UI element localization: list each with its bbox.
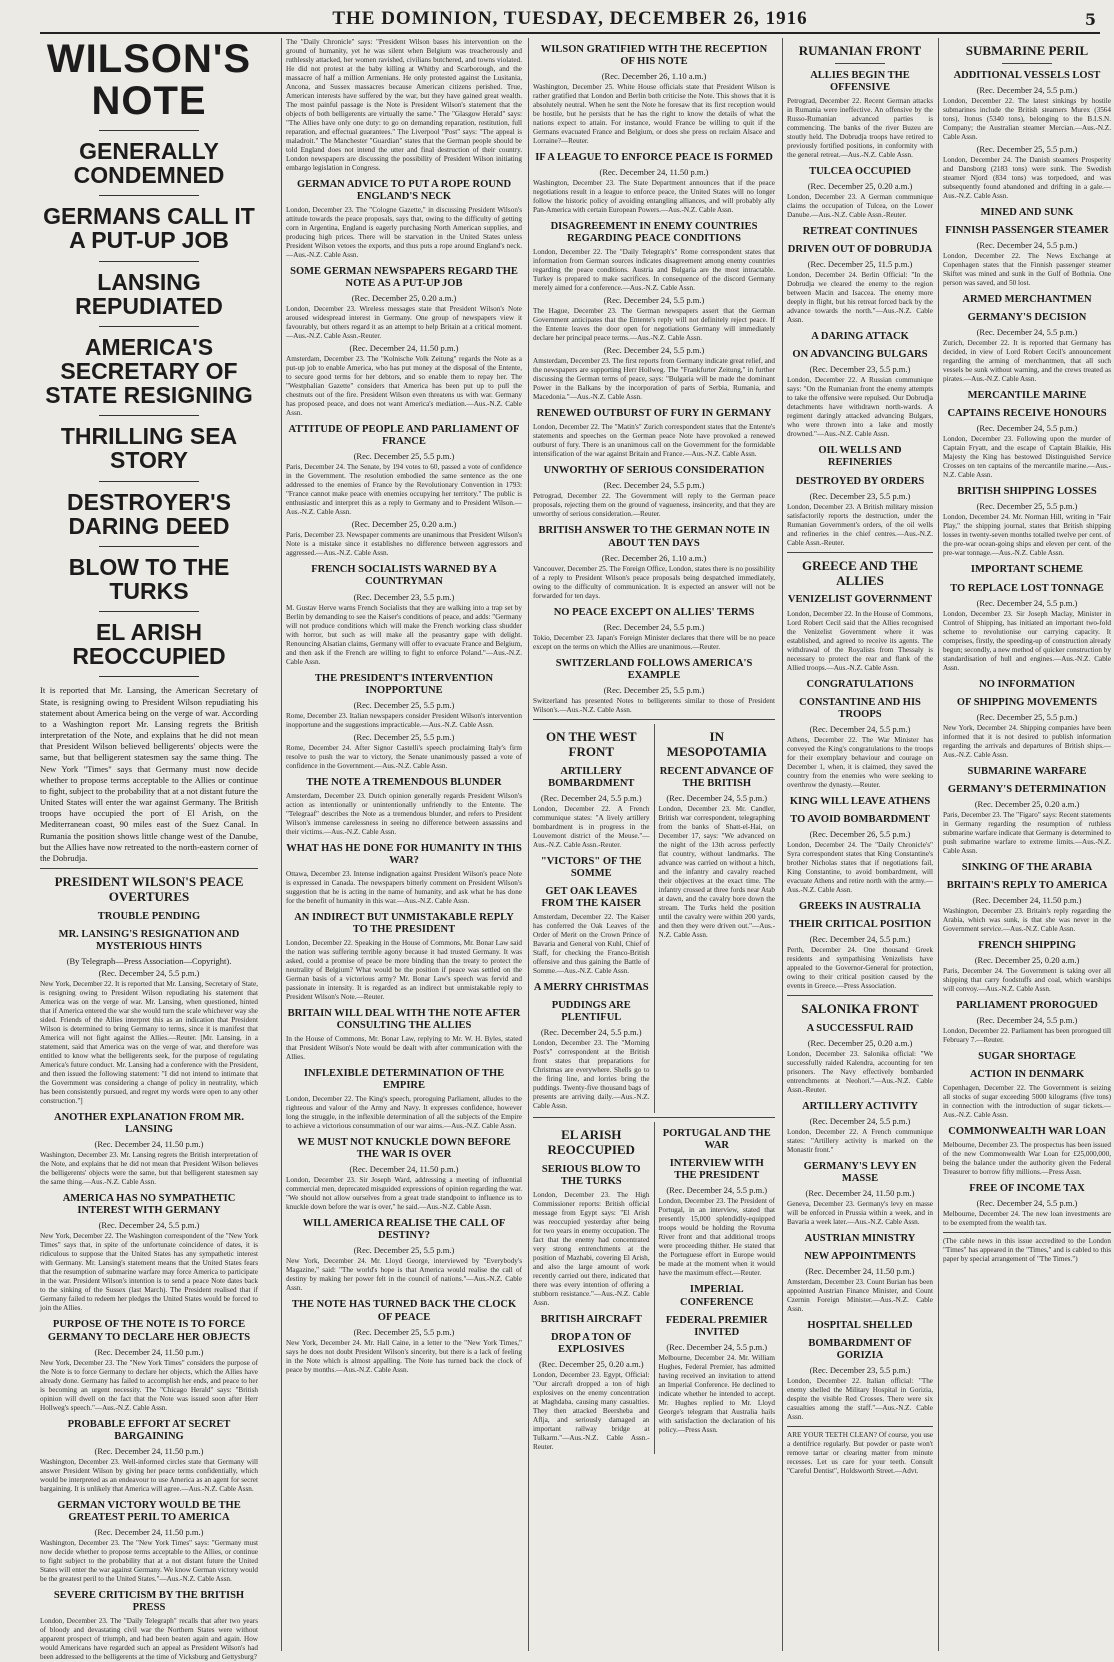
subheading: HOSPITAL SHELLED	[807, 1320, 913, 1332]
article-body: London, December 22. A French communique states: "A lively artillery bombardment is in progress in the Louvemont district of the Meuse."—Aus.-N.Z. Cable Assn.-Reuter.	[533, 804, 650, 849]
subheading: A SUCCESSFUL RAID	[806, 1022, 914, 1034]
article-body: Petrograd, December 22. Recent German attacks in Rumania were ineffective. An offensive by the Russo-Rumanian advanced parties is commencing. The banks of the river Buzeu are stoutly held. The Dobrudja troops have retired to previously fortified positions, in conformity with the general retreat.—Aus.-N.Z. Cable Assn.	[787, 97, 933, 160]
article-body: London, December 23. Sir Joseph Maclay, Minister in Control of Shipping, has initiated an important two-fold scheme to revolutionise our carrying capacity. It comprises, firstly, the speeding-up of construction already begun; secondly, a new method of quicker construction by standardisation of hull and engines.—Aus.-N.Z. Cable Assn.	[943, 609, 1111, 672]
received-line: (Rec. December 24, 5.5 p.m.)	[809, 723, 911, 734]
subheading: GERMAN ADVICE TO PUT A ROPE ROUND ENGLAND'S NECK	[296, 179, 512, 203]
section-heading: RUMANIAN FRONT	[798, 43, 922, 58]
subheading: SWITZERLAND FOLLOWS AMERICA'S EXAMPLE	[555, 657, 753, 681]
received-line: (Rec. December 24, 5.5 p.m.)	[603, 295, 705, 306]
el-arish-column	[533, 1122, 650, 1454]
received-line: (Rec. December 25, 5.5 p.m.)	[353, 699, 455, 710]
article-body: London, December 24. The Danish steamers Prosperity and Dansborg (2183 tons) were sunk. The Swedish steamer Njord (834 tons) was torpedoed, and was subsequently found abandoned and drifting in a gale.—Aus.-N.Z. Cable Assn.	[943, 156, 1111, 200]
subheading: BRITISH ANSWER TO THE GERMAN NOTE IN ABOUT TEN DAYS	[538, 525, 770, 549]
portugal-column	[654, 1122, 776, 1454]
article-body: Switzerland has presented Notes to belligerents similar to those of President Wilson's.—Aus.-N.Z. Cable Assn.	[533, 696, 775, 714]
masthead-title: THE DOMINION, TUESDAY, DECEMBER 26, 1916	[332, 8, 808, 29]
lead-paragraph: It is reported that Mr. Lansing, the American Secretary of State, is resigning owing to President Wilson repudiating his statement about America being on the verge of war. According to a Washington report Mr. Lansing regrets the British interpretation of the Note, and explains that he did not mean that President Wilson believed belligerents' objects were the same, but that belligerent statesmen say the same thing. The New York "Times" says that Germany must now decide whether to propose terms acceptable to the Allies or continue to fight, subject to the probability that at a not distant future the United States will enter the war against Germany. The British troops have occupied the port of El Arish, on the Mediterranean coast, 90 miles east of the Suez Canal. In Rumania the position shows little change west of the Danube, but the Allies have now retreated to the north-eastern corner of the Dobrudja.	[40, 685, 258, 863]
subheading: ATTITUDE OF PEOPLE AND PARLIAMENT OF FRANCE	[288, 424, 520, 448]
received-line: (Rec. December 26, 1.10 a.m.)	[601, 552, 707, 563]
article-body: Washington, December 23. Mr. Lansing regrets the British interpretation of the Note, and explains that he did not mean that President Wilson believes the belligerents' objects were the same, but that belligerent statesmen say the same thing.—Aus.-N.Z. Cable Assn.	[40, 1151, 258, 1187]
received-line: (Rec. December 24, 5.5 p.m.)	[666, 792, 768, 803]
article-body: Paris, December 24. The Government is taking over all shipping that carry foodstuffs and coal, which warships will convoy.—Aus.-N.Z. Cable Assn.	[943, 967, 1111, 993]
headline: AMERICA'S SECRETARY OF STATE RESIGNING	[45, 333, 253, 409]
subheading: PARLIAMENT PROROGUED	[956, 1000, 1098, 1011]
divider	[99, 415, 199, 416]
article-body: Zurich, December 22. It is reported that Germany has decided, in view of Lord Robert Cecil's announcement regarding the arming of merchantmen, that all such vessels be sunk without warning, and the crews treated as pirates.—Aus.-N.Z. Cable Assn.	[943, 339, 1111, 384]
rule	[835, 63, 885, 64]
subheading: THE PRESIDENT'S INTERVENTION INOPPORTUNE	[314, 672, 494, 696]
subheading: ADDITIONAL VESSELS LOST	[953, 69, 1101, 81]
received-line: (Rec. December 25, 0.20 a.m.)	[351, 293, 457, 304]
article-body: London, December 22. The "Daily Telegraph's" Rome correspondent states that information from German sources indicates disagreement among enemy countries regarding the peace conditions. Austria and Bulgaria are the most intractable. Turkey is prepared to make sacrifices. In consequence of the discord Germany merely aimed for a conference.—Aus.-N.Z. Cable Assn.	[533, 248, 775, 293]
subheading: SOME GERMAN NEWSPAPERS REGARD THE NOTE AS A PUT-UP JOB	[290, 266, 518, 290]
article-body: Athens, December 22. The War Minister has conveyed the King's congratulations to the troops for their exemplary behaviour and courage on December 1, when, it is claimed, they saved the country from the enemies who were seeking to overthrow the dynasty.—Reuter.	[787, 735, 933, 789]
article-body: New York, December 24. Shipping companies have been informed that it is not desired to publish information regarding the arrivals and departures of British ships.—Aus.-N.Z. Cable Assn.	[943, 723, 1111, 759]
received-line: (Rec. December 25, 0.20 a.m.)	[351, 519, 457, 530]
received-line: (Rec. December 26, 5.5 p.m.)	[809, 828, 911, 839]
subheading: SERIOUS BLOW TO THE TURKS	[541, 1164, 641, 1188]
headline: DESTROYER'S DARING DEED	[67, 488, 231, 539]
received-line: (Rec. December 24, 5.5 p.m.)	[603, 621, 705, 632]
subheading: BRITAIN'S REPLY TO AMERICA	[946, 879, 1108, 891]
rule	[40, 868, 258, 869]
subheading: GERMANY'S LEVY EN MASSE	[803, 1161, 917, 1185]
received-line: (Rec. December 23, 5.5 p.m.)	[809, 490, 911, 501]
article-body: London, December 22. Speaking in the House of Commons, Mr. Bonar Law said the nation was suffering terrible agony because it had trusted Germany. It was asked, could a promise of peace be more binding than the treaty to protect the neutrality of Belgium? What would be the position if peace was settled on the German basis of a victorious army? Mr. Bonar Law's speech was fervid and passionate in intensity. It is regarded as an indirect but unmistakable reply to President Wilson's Note.—Reuter.	[286, 938, 522, 1001]
article-body: London, December 23. The High Commissioner reports: British official message from Egypt says: "El Arish was reoccupied yesterday after being for two years in enemy occupation. The fact that the enemy had concentrated very strong entrenchments at the position of Mazhabi, covering El Arish, and also the large amount of work recently carried out there, indicated that there was every intention of offering a stubborn resistance."—Aus.-N.Z. Cable Assn.	[533, 1191, 650, 1308]
subheading: DROP A TON OF EXPLOSIVES	[551, 1332, 632, 1356]
article-body: The Hague, December 23. The German newspapers assert that the German Government anticipates that the Entente's reply will not definitely reject peace. If the Entente leaves the door open for negotiations Germany will immediately declare her principal peace terms.—Aus.-N.Z. Cable Assn.	[533, 307, 775, 343]
subheading: DISAGREEMENT IN ENEMY COUNTRIES REGARDING PEACE CONDITIONS	[550, 221, 758, 245]
subheading: GREEKS IN AUSTRALIA	[799, 900, 921, 912]
article-body: London, December 23. Salonika official: "We successfully raided Kalendra, accounting for ten prisoners. The Navy effectively bombarded entrenchments at Neohori."—Aus.-N.Z. Cable Assn.-Reuter.	[787, 1049, 933, 1094]
article-body: London, December 22. In the House of Commons, Lord Robert Cecil said that the Allies recognised the Venizelist Government where it was established, and agreed to receive its agents. The withdrawal of the Royalists from Thessaly is necessary to protect the rear and flank of the Allied troops.—Aus.-N.Z. Cable Assn.	[787, 609, 933, 672]
section-heading: IN MESOPOTAMIA	[666, 728, 767, 759]
column-4	[782, 38, 933, 1651]
article-body: London, December 23. Sir Joseph Ward, addressing a meeting of influential commercial men, deprecated misguided expressions of opinion regarding the war. "We should not allow ourselves from a great trade standpoint to influence us to knuckle down before the war is over," he said.—Aus.-N.Z. Cable Assn.	[286, 1176, 522, 1212]
subheading: ACTION IN DENMARK	[969, 1069, 1085, 1081]
article-body: Tokio, December 23. Japan's Foreign Minister declares that there will be no peace except on the terms on which the Allies are unanimous.—Reuter.	[533, 633, 775, 651]
article-body: London, December 23. Mr. Candler, British war correspondent, telegraphing from the banks of Shatt-el-Hai, on December 17, says: "We advanced on the night of the 13th across perfectly flat country, without landmarks. The advance was carried on without a hitch, and the infantry and cavalry reached their objectives at the exact time. The infantry crossed at three fords near Atab at dawn, and the cavalry bore down the stream. The Turks held the position until the cavalry were within 200 yards, and then they were driven out."—Aus.-N.Z. Cable Assn.	[658, 804, 775, 939]
received-line: (Rec. December 25, 0.20 a.m.)	[974, 798, 1080, 809]
subheading: OIL WELLS AND REFINERIES	[818, 445, 902, 469]
subheading: GERMAN VICTORY WOULD BE THE GREATEST PERIL TO AMERICA	[57, 1499, 241, 1523]
subheading: A MERRY CHRISTMAS	[533, 982, 649, 993]
article-body: Washington, December 23. Britain's reply regarding the Arabia, which was sunk, is that she was never in the Government service.—Aus.-N.Z. Cable Assn.	[943, 906, 1111, 933]
subheading: TO AVOID BOMBARDMENT	[790, 813, 930, 825]
subheading: IMPERIAL CONFERENCE	[679, 1284, 754, 1308]
article-body: Copenhagen, December 22. The Government is seizing all stocks of sugar exceeding 5000 kilograms (five tons) in connection with the introduction of sugar tickets.—Aus.-N.Z. Cable Assn.	[943, 1084, 1111, 1120]
subheading: WE MUST NOT KNUCKLE DOWN BEFORE THE WAR IS OVER	[297, 1137, 511, 1161]
section-heading: SUBMARINE PERIL	[965, 43, 1089, 58]
subheading: GERMANY'S DECISION	[967, 312, 1087, 324]
subheading: THE NOTE A TREMENDOUS BLUNDER	[306, 776, 502, 788]
west-front-column	[533, 724, 650, 1113]
article-body: London, December 22. The News Exchange at Copenhagen states that the Finnish passenger steamer Skiftet was mined and sunk in the Gulf of Bothnia. One person was saved, and 50 lost.	[943, 252, 1111, 288]
copyright-line: (By Telegraph—Press Association—Copyright).	[66, 956, 232, 967]
subheading: AUSTRIAN MINISTRY	[804, 1233, 916, 1245]
received-line: (Rec. December 25, 0.20 a.m.)	[807, 1037, 913, 1048]
article-body: London, December 22. The "Matin's" Zurich correspondent states that the Entente's statements and speeches on the German peace Note have provoked a renewed outburst of fury. There is an unanimous call on the Government for the formidable intensification of the war against Britain and France.—Aus.-N.Z. Cable Assn.	[533, 423, 775, 459]
received-line: (Rec. December 24, 11.50 p.m.)	[599, 167, 709, 178]
headline: GERMANS CALL IT A PUT-UP JOB	[43, 203, 255, 254]
subheading: BOMBARDMENT OF GORIZIA	[808, 1338, 912, 1362]
rule	[533, 1117, 775, 1118]
subheading: TROUBLE PENDING	[97, 911, 201, 923]
received-line: (Rec. December 24, 11.50 p.m.)	[349, 343, 459, 354]
subheading: NO INFORMATION	[979, 678, 1075, 690]
subheading: AMERICA HAS NO SYMPATHETIC INTEREST WITH GERMANY	[62, 1193, 236, 1217]
article-body: London, December 24. The "Daily Chronicle's" Syra correspondent states that King Constantine's brother Nicholas states that if negotiations fail, King Constantine, to avoid bombardment, will evacuate Athens and retire north with the army.—Aus.-N.Z. Cable Assn.	[787, 840, 933, 894]
received-line: (Rec. December 24, 5.5 p.m.)	[666, 1185, 768, 1196]
article-body: New York, December 23. The "New York Times" considers the purpose of the Note is to force Germany to declare her objects, which the Allies have already done. Germany has failed to accomplish her ends, and peace to her is becoming an urgent necessity. The "Chicago Herald" says: "British opinion will dwell on the fact that the Note was issued soon after Herr Hollweg's speech."—Aus.-N.Z. Cable Assn.	[40, 1358, 258, 1412]
headline: GENERALLY CONDEMNED	[73, 138, 225, 189]
article-body: New York, December 22. It is reported that Mr. Lansing, Secretary of State, is resigning owing to President Wilson repudiating his statement that America was on the verge of war. Mr. Lansing, when questioned, hinted that if America entered the war she would turn the scale whichever way she sided. Friends of the Allies interpret this as an indication that President Wilson is determined to bring Germany to terms, since it is manifest that America will not fight against the Allies.—Reuter. [Mr. Lansing, in a statement, said that America was on the verge of war, and therefore was entitled to know what the belligerents seek, for the purpose of regulating America's future conduct. Mr. Lansing had a conference with the President, and then issued the following statement: "I did not intend to intimate that the Government was considering a change of policy in neutrality, which has been consistently pursued, and regret my words were open to any other construction."]	[40, 980, 258, 1106]
article-body: London, December 23. The President of Portugal, in an interview, stated that presently 15,000 splendidly-equipped troops would be holding the Rovuma River front and that additional troops were proceeding thither. He stated that the Portuguese effort in Europe would be made at the moment when it would have the maximum effect.—Reuter.	[658, 1197, 775, 1278]
received-line: (Rec. December 23, 5.5 p.m.)	[809, 364, 911, 375]
divider	[99, 676, 199, 677]
article-body: London, December 23. The "Daily Telegraph" recalls that after two years of bloody and devastating civil war the Northern States were without apparent prospect of triumph, and had been beaten again and again. How would Americans have regarded such an appeal as President Wilson's had been addressed to the belligerents at the time of Vicksburg and Gettysburg?	[40, 1616, 258, 1661]
subheading: MINED AND SUNK	[980, 207, 1074, 218]
rule	[1002, 63, 1052, 64]
subheading: FREE OF INCOME TAX	[969, 1183, 1085, 1195]
article-body: Washington, December 25. White House officials state that President Wilson is rather gratified that London and Berlin both criticise the Note. This shows that it is absolutely neutral. When he sent the Note he foresaw that its first reception would be hostile, but he persists that he has the right to know the details of what the nations expect to attain. For instance, would France be willing to quit if the Germans evacuated France and Belgium, or does she press on reclaim Alsace and Lorraine?—Reuter.	[533, 83, 775, 146]
headline-wilsons-note: WILSON'S NOTE	[46, 37, 252, 123]
article-body: Vancouver, December 25. The Foreign Office, London, states there is no possibility of a reply to President Wilson's peace proposals being despatched immediately, owing to the difficulty of communication. It is expected an answer will not be forwarded for ten days.	[533, 564, 775, 600]
received-line: (Rec. December 24, 5.5 p.m.)	[666, 1341, 768, 1352]
headline: THRILLING SEA STORY	[60, 423, 238, 474]
received-line: (Rec. December 25, 5.5 p.m.)	[353, 1245, 455, 1256]
article-body: Washington, December 23. The "New York Times" says: "Germany must now decide whether to propose terms acceptable to the Allies, or continue to fight subject to the probability that at a not distant future the United States will enter the war against Germany. We know German victory would be the greatest peril to the United States."—Aus.-N.Z. Cable Assn.	[40, 1538, 258, 1583]
subheading: MERCANTILE MARINE	[967, 390, 1087, 402]
subheading: RECENT ADVANCE OF THE BRITISH	[659, 765, 774, 789]
subheading: BRITAIN WILL DEAL WITH THE NOTE AFTER CONSULTING THE ALLIES	[287, 1007, 521, 1031]
subheading: INTERVIEW WITH THE PRESIDENT	[669, 1158, 764, 1182]
subheading: WILL AMERICA REALISE THE CALL OF DESTINY?	[302, 1218, 506, 1242]
received-line: (Rec. December 24, 11.50 p.m.)	[349, 1164, 459, 1175]
article-body: The "Daily Chronicle" says: "President Wilson bases his intervention on the ground of humanity, yet he was silent when Belgium was treacherously and ruthlessly attacked, her women ravished, civilians butchered, and towns violated. He did not protest at the baby killing at Whitby and Scarborough, and the massacre of half a million Armenians. He only protested against the Lusitania, Ancona, and Sussex massacres because American citizens perished. True, American interests have suffered by the war, but they have gained great wealth. The most painful passage is the Note is President Wilson's statement that the objects of both belligerents are virtually the same." The "Glasgow Herald" says: "The Allies have only one duty: to go on demanding reparation, restitution, full reparation, and effectual guarantees." The Liverpool "Post" says: "The appeal is maladroit." The Manchester "Guardian" states that the German people should be told England does not intend the utter and final destruction of their country. London newspapers are discussing the possibility of President Wilson initiating embargo legislation in Congress.	[286, 38, 522, 172]
received-line: (Rec. December 24, 5.5 p.m.)	[976, 85, 1078, 95]
article-body: Petrograd, December 22. The Government will reply to the German peace proposals, rejecting them on the ground of vagueness, insincerity, and that they are unworthy of serious consideration.—Reuter.	[533, 492, 775, 519]
subheading: THEIR CRITICAL POSITION	[788, 918, 932, 930]
divider	[99, 611, 199, 612]
received-line: (Rec. December 25, 5.5 p.m.)	[353, 731, 455, 742]
article-body: London, December 24. Mr. Norman Hill, writing in "Fair Play," the shipping journal, states that British shipping losses in twenty-seven months totalled twelve per cent. of the pre-war ocean-going ships and eleven per cent. of the pre-war tonnage.—Aus.-N.Z. Cable Assn.	[943, 513, 1111, 558]
subheading: TO REPLACE LOST TONNAGE	[950, 582, 1104, 594]
divider	[99, 546, 199, 547]
rule	[787, 1426, 933, 1427]
subheading: WHAT HAS HE DONE FOR HUMANITY IN THIS WAR?	[286, 842, 522, 866]
article-body: Amsterdam, December 23. The "Kolnische Volk Zeitung" regards the Note as a put-up job to enable America, who has put money at the disposal of the Entente, to secure good terms for her debtors, and so enable them to repay her. The "Westphalian Gazette" considers that America has been put up to pull the chestnuts out of the fire. President Wilson even threatens us with war. Germany has proposed peace, and does not want America's mediation.—Aus.-N.Z. Cable Assn.	[286, 355, 522, 418]
article-body: Paris, December 23. Newspaper comments are unanimous that President Wilson's Note is a mistake since it establishes no difference between aggressors and aggressed.—Aus.-N.Z. Cable Assn.	[286, 531, 522, 558]
article-body: New York, December 24. Mr. Lloyd George, interviewed by "Everybody's Magazine," said: "The world's hope is that America would realise the call of destiny by making her power felt in the council of nations."—Aus.-N.Z. Cable Assn.	[286, 1257, 522, 1293]
received-line: (Rec. December 24, 5.5 p.m.)	[809, 933, 911, 944]
subheading: DESTROYED BY ORDERS	[795, 475, 925, 487]
section-heading: EL ARISH REOCCUPIED	[547, 1127, 635, 1158]
article-body: London, December 22. Italian official: "The enemy shelled the Military Hospital in Gorizia, despite the visible Red Crosses. There were six casualties among the staff."—Aus.-N.Z. Cable Assn.	[787, 1377, 933, 1422]
received-line: (Rec. December 25, 5.5 p.m.)	[353, 451, 455, 462]
article-body: London, December 22. Parliament has been prorogued till February 7.—Reuter.	[943, 1027, 1111, 1045]
subheading: NO PEACE EXCEPT ON ALLIES' TERMS	[553, 606, 755, 618]
subheading: GET OAK LEAVES FROM THE KAISER	[541, 885, 642, 909]
divider	[99, 130, 199, 131]
rule	[533, 719, 775, 720]
article-body: Paris, December 24. The Senate, by 194 votes to 60, passed a vote of confidence in the Government. The resolution embodied the same sentence as the one addressed to the enemies of France by the Revolutionary Convention in 1793: "France cannot make peace with enemies occupying her territory." The public is enthusiastic and interpret this as a reply to Germany and to President Wilson.—Aus.-N.Z. Cable Assn.	[286, 463, 522, 517]
article-body: London, December 23. A British military mission satisfactorily reports the destruction, under the Rumanian Government's orders, of the oil wells and refineries in the chief centres.—Aus.-N.Z. Cable Assn.-Reuter.	[787, 502, 933, 547]
article-body: London, December 24. Berlin Official: "In the Dobrudja we cleared the enemy to the region between Macin and Isaccea. The enemy more deeply in flight, but his retreat forced back by the advance towards the north."—Aus.-N.Z. Cable Assn.	[787, 271, 933, 325]
received-line: (Rec. December 25, 5.5 p.m.)	[603, 684, 705, 695]
received-line: (Rec. December 25, 5.5 p.m.)	[976, 144, 1078, 154]
column-2	[281, 38, 522, 1651]
article-body: Amsterdam, December 23. The first reports from Germany indicate great relief, and the newspapers are supporting Herr Hollweg. The "Frankfurter Zeitung," in further discussing the German terms of peace, says: "Bulgaria will be made the dominant Power in the Balkans by the incorporation of parts of Serbia, Rumania, and Macedonia."—Aus.-N.Z. Cable Assn.	[533, 357, 775, 402]
sub-columns	[533, 1122, 775, 1454]
subheading: OF SHIPPING MOVEMENTS	[956, 696, 1098, 708]
subheading: CONGRATULATIONS	[806, 678, 914, 690]
article-body: London, December 23. Following upon the murder of Captain Fryatt, and the escape of Captain Blaikie, His Majesty the King has bestowed Distinguished Service Crosses on ten captains of the mercantile marine.—Aus.-N.Z. Cable Assn.	[943, 435, 1111, 480]
section-heading: SALONIKA FRONT	[801, 1000, 919, 1016]
subheading: WILSON GRATIFIED WITH THE RECEPTION OF HIS NOTE	[540, 44, 768, 68]
headline: LANSING REPUDIATED	[75, 268, 223, 319]
received-line: (Rec. December 24, 5.5 p.m.)	[98, 968, 200, 979]
subheading: THE NOTE HAS TURNED BACK THE CLOCK OF PEACE	[291, 1299, 517, 1323]
article-body: Amsterdam, December 23. Dutch opinion generally regards President Wilson's action as intentionally or unintentionally unfriendly to the Entente. The "Telegraaf" describes the Note as a tremendous blunder, and refers to President Wilson's immense carelessness in seeing no difference between assassins and their victims.—Aus.-N.Z. Cable Assn.	[286, 791, 522, 836]
article-body: Perth, December 24. One thousand Greek residents and sympathising Venizelists have appealed to the Governor-General for protection, owing to their critical position caused by the events in Greece.—Press Association.	[787, 945, 933, 990]
subheading: ARMED MERCHANTMEN	[962, 294, 1092, 306]
advertisement: ARE YOUR TEETH CLEAN? Of course, you use a dentifrice regularly. But powder or paste won't remove tartar or clearing matter from minute recesses. Let us care for your teeth. Consult "Careful Dentist", Holdsworth Street.—Advt.	[787, 1431, 933, 1476]
subheading: CONSTANTINE AND HIS TROOPS	[799, 696, 921, 720]
received-line: (Rec. December 24, 5.5 p.m.)	[540, 1027, 642, 1038]
subheading: SUGAR SHORTAGE	[978, 1051, 1076, 1063]
article-body: London, December 22. The latest sinkings by hostile submarines include the British steamers Murex (3564 tons), Itonus (5340 tons), belonging to the B.I.S.N. Company; the Australian steamer Mercian.—Aus.-N.Z. Cable Assn.	[943, 97, 1111, 141]
subheading: ARTILLERY ACTIVITY	[802, 1100, 918, 1112]
subheading: FRENCH SHIPPING	[978, 939, 1076, 951]
article-body: Paris, December 23. The "Figaro" says: Recent statements in Germany regarding the resumption of ruthless submarine warfare indicate that Germany is determined to push submarine warfare to extreme limits.—Aus.-N.Z. Cable Assn.	[943, 810, 1111, 855]
received-line: (Rec. December 25, 11.5 p.m.)	[807, 259, 913, 270]
rule	[787, 995, 933, 996]
masthead	[40, 8, 1100, 34]
headline: EL ARISH REOCCUPIED	[72, 619, 226, 670]
divider	[99, 326, 199, 327]
subheading: KING WILL LEAVE ATHENS	[789, 795, 931, 807]
received-line: (Rec. December 25, 0.20 a.m.)	[974, 955, 1080, 965]
received-line: (Rec. December 24, 5.5 p.m.)	[976, 1015, 1078, 1026]
rule	[787, 552, 933, 553]
received-line: (Rec. December 25, 5.5 p.m.)	[976, 501, 1078, 512]
subheading: ALLIES BEGIN THE OFFENSIVE	[810, 69, 910, 93]
article-body: Rome, December 23. Italian newspapers consider President Wilson's intervention inopportune and the suggestions impracticable.—Aus.-N.Z. Cable Assn.	[286, 711, 522, 729]
subheading: A DARING ATTACK	[811, 331, 909, 343]
received-line: (Rec. December 24, 11.50 p.m.)	[94, 1526, 204, 1537]
received-line: (Rec. December 24, 11.50 p.m.)	[805, 1266, 915, 1277]
subheading: FEDERAL PREMIER INVITED	[665, 1314, 768, 1338]
subheading: DRIVEN OUT OF DOBRUDJA	[787, 244, 933, 256]
subheading: VENIZELIST GOVERNMENT	[787, 594, 933, 606]
subheading: BRITISH AIRCRAFT	[540, 1314, 642, 1326]
subheading: COMMONWEALTH WAR LOAN	[948, 1126, 1106, 1138]
subheading: ANOTHER EXPLANATION FROM MR. LANSING	[54, 1112, 244, 1136]
article-body: Washington, December 23. Well-informed circles state that Germany will answer President Wilson by giving her peace terms confidentially, which would be interpreted as an endeavour to use America as an agent for secret bargaining. It is unlikely that America will agree.—Aus.-N.Z. Cable Assn.	[40, 1457, 258, 1493]
subheading: FRENCH SOCIALISTS WARNED BY A COUNTRYMAN	[311, 564, 497, 588]
section-heading: GREECE AND THE ALLIES	[801, 557, 919, 588]
subheading: UNWORTHY OF SERIOUS CONSIDERATION	[543, 465, 765, 477]
article-body: In the House of Commons, Mr. Bonar Law, replying to Mr. W. H. Byles, stated that President Wilson's Note would be dealt with after communication with the Allies.	[286, 1035, 522, 1062]
column-5	[938, 38, 1111, 1651]
received-line: (Rec. December 24, 5.5 p.m.)	[540, 792, 642, 803]
column-3	[528, 38, 775, 1651]
article-body: Rome, December 24. After Signor Castelli's speech proclaiming Italy's firm resolve to push the war to victory, the Senate unanimously passed a vote of confidence in the Government.—Aus.-N.Z. Cable Assn.	[286, 743, 522, 770]
subheading: FINNISH PASSENGER STEAMER	[945, 225, 1109, 237]
column-1	[40, 37, 258, 1661]
rule	[943, 1232, 1111, 1233]
subheading: TULCEA OCCUPIED	[809, 166, 911, 178]
received-line: (Rec. December 23, 5.5 p.m.)	[809, 1365, 911, 1376]
subheading: NEW APPOINTMENTS	[804, 1251, 916, 1263]
article-body: London, December 23. Wireless messages state that President Wilson's Note aroused widespread interest in Germany. One group of newspapers view it favourably, but others regard it as an attempt to help Britain at a critical moment.—Aus.-N.Z. Cable Assn.-Reuter.	[286, 305, 522, 341]
subheading: PROBABLE EFFORT AT SECRET BARGAINING	[67, 1418, 231, 1442]
received-line: (Rec. December 24, 5.5 p.m.)	[98, 1220, 200, 1231]
article-body: Melbourne, December 23. The prospectus has been issued of the new Commonwealth War Loan for £25,000,000, being the balance under the authority given the Federal Treasurer to borrow fifty millions.—Press Assn.	[943, 1141, 1111, 1177]
received-line: (Rec. December 24, 5.5 p.m.)	[809, 1116, 911, 1126]
received-line: (Rec. December 23, 5.5 p.m.)	[353, 591, 455, 602]
divider	[99, 261, 199, 262]
subheading: MR. LANSING'S RESIGNATION AND MYSTERIOUS HINTS	[58, 929, 240, 953]
article-body: London, December 23. The "Cologne Gazette," in discussing President Wilson's attitude towards the peace proposals, says that, owing to the difficulty of getting corn in Argentina, England is eagerly purchasing North American supplies, and producing high prices. There will be starvation in the United States unless President Wilson vetoes the exports, and thus puts a rope around England's neck.—Aus.-N.Z. Cable Assn.	[286, 206, 522, 260]
article-body: Geneva, December 23. Germany's levy en masse will be enforced in Prussia within a week, and in Bavaria a week later.—Aus.-N.Z. Cable Assn.	[787, 1200, 933, 1227]
subheading: PURPOSE OF THE NOTE IS TO FORCE GERMANY TO DECLARE HER OBJECTS	[47, 1319, 251, 1343]
article-body: Melbourne, December 24. Mr. William Hughes, Federal Premier, has admitted having received an invitation to attend an Imperial Conference. He declined to indicate whether he intended to accept. Mr. Hughes replied to Mr. Lloyd George's telegram that Australia hails with satisfaction the declaration of his policy.—Press Assn.	[658, 1353, 775, 1434]
article-body: M. Gustav Herve warns French Socialists that they are walking into a trap set by Berlin by demanding to see the Kaiser's conditions of peace, and adds: "Germany will not produce conditions which will make the French working class shudder with horror, but such as will make all the peasantry gape with delight. Renouncing Alsatian claims, Germany will offer to evacuate France and Belgium, and then ask if the French are willing to fight to enforce Poland."—Aus.-N.Z. Cable Assn.	[286, 603, 522, 666]
subheading: CAPTAINS RECEIVE HONOURS	[947, 408, 1107, 420]
received-line: (Rec. December 25, 5.5 p.m.)	[976, 711, 1078, 722]
article-body: London, December 23. The "Morning Post's" correspondent at the British front states that preparations for Christmas are everywhere. Shells go to the firing line, and lorries bring the puddings. Twenty-five thousand bags of presents are arriving daily.—Aus.-N.Z. Cable Assn.	[533, 1039, 650, 1111]
received-line: (Rec. December 25, 0.20 a.m.)	[538, 1359, 644, 1370]
article-body: Ottawa, December 23. Intense indignation against President Wilson's peace Note is expressed in Canada. The newspapers bitterly comment on President Wilson's suggestion that he is acting in the name of humanity, and ask what he has done for the benefit of humanity in this war.—Aus.-N.Z. Cable Assn.	[286, 869, 522, 905]
subheading: RENEWED OUTBURST OF FURY IN GERMANY	[536, 408, 772, 420]
received-line: (Rec. December 24, 5.5 p.m.)	[976, 240, 1078, 251]
article-body: New York, December 24. Mr. Hall Caine, in a letter to the "New York Times," says he does not doubt President Wilson's sincerity, but there is a lack of feeling in the Note which is almost appalling. The Note has turned back the clock of peace by months.—Aus.-N.Z. Cable Assn.	[286, 1338, 522, 1374]
received-line: (Rec. December 24, 11.50 p.m.)	[805, 1188, 915, 1199]
sub-columns	[533, 724, 775, 1113]
received-line: (Rec. December 24, 5.5 p.m.)	[976, 1198, 1078, 1209]
subheading: PUDDINGS ARE PLENTIFUL	[551, 1000, 631, 1024]
received-line: (Rec. December 24, 11.50 p.m.)	[972, 894, 1082, 905]
received-line: (Rec. December 25, 5.5 p.m.)	[353, 1326, 455, 1337]
article-body: London, December 23. Egypt, Official: "Our aircraft dropped a ton of high explosives on the enemy concentration at Maghdaba, causing many casualties. They then attacked Beersheba and Aflja, and seriously damaged an important railway bridge at Tulkarm."—Aus.-N.Z. Cable Assn.-Reuter.	[533, 1371, 650, 1452]
subheading: ON ADVANCING BULGARS	[792, 349, 928, 361]
received-line: (Rec. December 25, 0.20 a.m.)	[807, 181, 913, 192]
subheading: BRITISH SHIPPING LOSSES	[957, 486, 1097, 498]
received-line: (Rec. December 26, 1.10 a.m.)	[601, 71, 707, 82]
subheading: SUBMARINE WARFARE	[967, 765, 1087, 777]
article-body: Amsterdam, December 22. The Kaiser has conferred the Oak Leaves of the Order of Merit on the Crown Prince of Bavaria and General von Kuhl, Chief of Staff, for checking the Franco-British offensive and thus gaining the Battle of Somme.—Aus.-N.Z. Cable Assn.	[533, 913, 650, 975]
article-body: Washington, December 23. The State Department announces that if the peace negotiations result in a league to enforce peace, the United States will no longer follow the historic policy of avoiding entangling alliances, and will probably ally Pan-America with certain European Powers.—Aus.-N.Z. Cable Assn.	[533, 179, 775, 215]
received-line: (Rec. December 24, 11.50 p.m.)	[94, 1346, 204, 1357]
subheading: INFLEXIBLE DETERMINATION OF THE EMPIRE	[303, 1068, 505, 1092]
subheading: IMPORTANT SCHEME	[970, 564, 1084, 576]
received-line: (Rec. December 24, 5.5 p.m.)	[976, 327, 1078, 338]
subheading: RETREAT CONTINUES	[802, 226, 918, 238]
subheading: IF A LEAGUE TO ENFORCE PEACE IS FORMED	[535, 152, 773, 164]
subheading: SEVERE CRITICISM BY THE BRITISH PRESS	[53, 1589, 245, 1613]
article-body: London, December 22. A French communique states: "Artillery activity is marked on the Monastir front."	[787, 1128, 933, 1154]
article-body: London, December 22. A Russian communique says: "On the Rumanian front the enemy attempts to take the offensive were repulsed. Our Dobrudja detachments have withdrawn north-wards. A regiment daringly attacked advancing Bulgars, who were thrown into a lake and mostly drowned."—Aus.-N.Z. Cable Assn.	[787, 376, 933, 439]
section-heading: PRESIDENT WILSON'S PEACE OVERTURES	[54, 874, 244, 905]
article-body: Amsterdam, December 23. Count Burian has been appointed Austrian Finance Minister, and Count Czernin Foreign Minister.—Aus.-N.Z. Cable Assn.	[787, 1278, 933, 1314]
article-body: London, December 22. The King's speech, proroguing Parliament, alludes to the righteous and valour of the Army and Navy. It expresses confidence, however long the struggle, in the inflexible determination of all the subjects of the Empire to achieve a victorious consummation of our war aims.—Aus.-N.Z. Cable Assn.	[286, 1095, 522, 1131]
article-body: London, December 23. A German communique claims the occupation of Tulcea, on the Lower Danube.—Aus.-N.Z. Cable Assn.-Reuter.	[787, 193, 933, 220]
article-body: New York, December 22. The Washington correspondent of the "New York Times" says that, in spite of the unfortunate coincidence of dates, it is ridiculous to suppose that the United States has any sympathetic interest with Germany. Mr. Lansing's statement means that the United States fears that the resumption of submarine warfare may force America to participate in the war. President Wilson's intention is to send a peace Note dates back to the sinking of the Sussex (last March). The President realised that if Germany failed to redeem her pledges the United States would be forced to join the Allies.	[40, 1232, 258, 1313]
received-line: (Rec. December 24, 5.5 p.m.)	[976, 597, 1078, 608]
received-line: (Rec. December 24, 5.5 p.m.)	[976, 423, 1078, 434]
subheading: "VICTORS" OF THE SOMME	[540, 855, 642, 879]
page-number: 5	[1084, 10, 1096, 29]
headline: BLOW TO THE TURKS	[68, 553, 230, 604]
section-heading: ON THE WEST FRONT	[545, 728, 637, 759]
subheading: AN INDIRECT BUT UNMISTAKABLE REPLY TO THE PRESIDENT	[294, 911, 514, 935]
subheading: SINKING OF THE ARABIA	[961, 861, 1093, 873]
divider	[99, 195, 199, 196]
subheading: PORTUGAL AND THE WAR	[662, 1128, 771, 1152]
editorial-note: (The cable news in this issue accredited to the London "Times" has appeared in the "Times," and is cabled to this paper by special arrangement of "The Times.")	[943, 1237, 1111, 1264]
received-line: (Rec. December 24, 11.50 p.m.)	[94, 1445, 204, 1456]
received-line: (Rec. December 24, 5.5 p.m.)	[603, 480, 705, 491]
received-line: (Rec. December 24, 5.5 p.m.)	[603, 345, 705, 356]
mesopotamia-column	[654, 724, 776, 1113]
article-body: Melbourne, December 24. The new loan investments are to be exempted from the wealth tax.	[943, 1210, 1111, 1228]
subheading: ARTILLERY BOMBARDMENT	[548, 765, 635, 789]
received-line: (Rec. December 24, 11.50 p.m.)	[94, 1139, 204, 1150]
divider	[99, 481, 199, 482]
subheading: GERMANY'S DETERMINATION	[947, 783, 1107, 795]
